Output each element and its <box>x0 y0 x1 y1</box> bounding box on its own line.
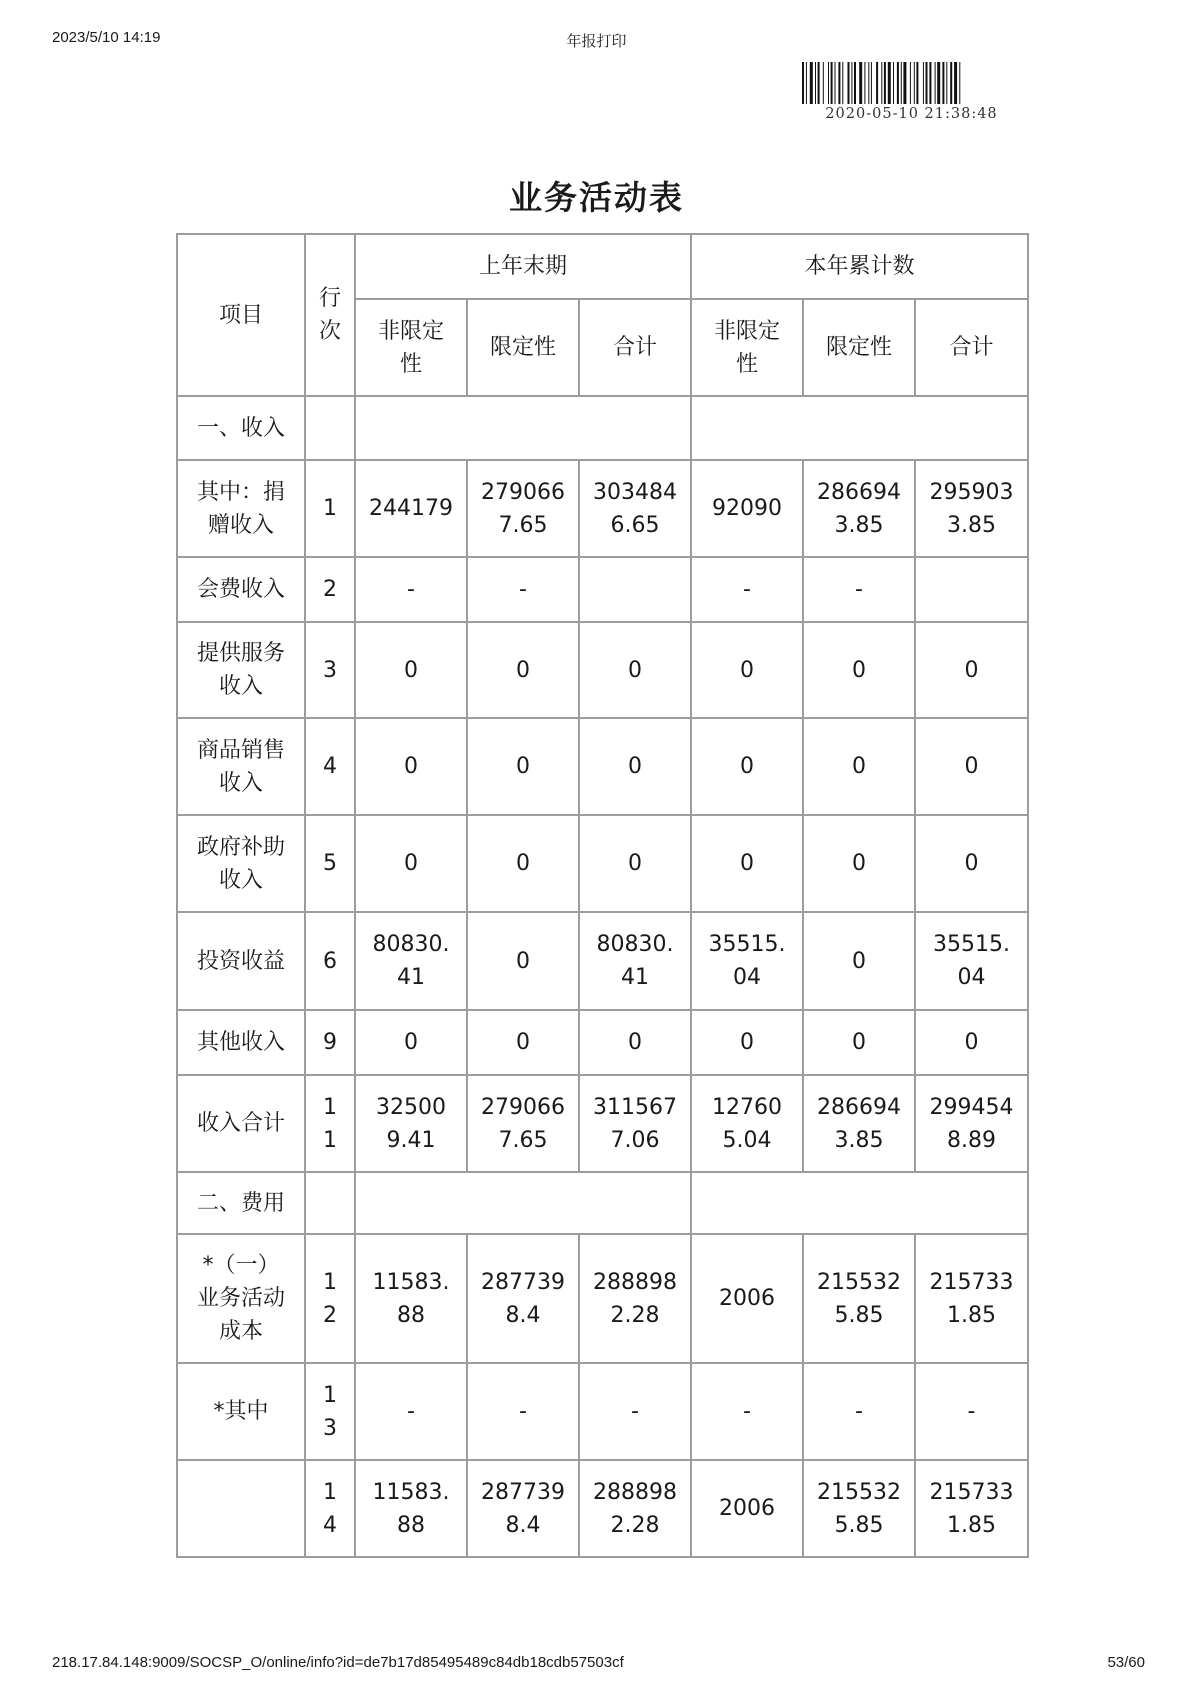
cell-curr-unrestricted: 0 <box>691 718 803 815</box>
barcode-bar <box>876 62 878 104</box>
table-row <box>177 912 1028 1010</box>
cell-curr-total: 2994548.89 <box>915 1075 1028 1172</box>
print-datetime: 2023/5/10 14:19 <box>52 29 161 46</box>
row-number: 4 <box>305 718 355 815</box>
barcode-bar <box>935 62 936 104</box>
cell-prev-restricted: 2877398.4 <box>467 1234 579 1363</box>
barcode-bar <box>838 62 840 104</box>
barcode-bar <box>916 62 918 104</box>
cell-curr-unrestricted: 2006 <box>691 1234 803 1363</box>
barcode-bar <box>946 62 947 104</box>
barcode-bar <box>818 62 820 104</box>
barcode-bar <box>835 62 836 104</box>
row-item-label <box>177 1460 305 1557</box>
cell-curr-restricted: - <box>803 557 915 622</box>
barcode-bar <box>929 62 931 104</box>
cell-curr-unrestricted: - <box>691 1363 803 1460</box>
cell-curr-total: 0 <box>915 718 1028 815</box>
cell-prev-unrestricted: 0 <box>355 718 467 815</box>
row-item-label: 其他收入 <box>177 1010 305 1075</box>
row-number: 12 <box>305 1234 355 1363</box>
barcode-bar <box>806 62 807 104</box>
cell-curr-restricted: 2866943.85 <box>803 1075 915 1172</box>
cell-curr-restricted: 0 <box>803 622 915 718</box>
header-curr-total: 合计 <box>915 299 1028 396</box>
cell-curr-restricted: 2155325.85 <box>803 1234 915 1363</box>
row-number: 1 <box>305 460 355 557</box>
cell-prev-total <box>579 557 691 622</box>
cell-curr-total: 0 <box>915 815 1028 912</box>
cell-prev-total: 80830.41 <box>579 912 691 1010</box>
cell-prev-total: 2888982.28 <box>579 1234 691 1363</box>
header-row-no: 行次 <box>305 234 355 396</box>
header-item: 项目 <box>177 234 305 396</box>
header-prev-unrestricted: 非限定性 <box>355 299 467 396</box>
cell-curr-unrestricted: 2006 <box>691 1460 803 1557</box>
table-row <box>177 622 1028 718</box>
table-row <box>177 1460 1028 1557</box>
table-row <box>177 815 1028 912</box>
page-url: 218.17.84.148:9009/SOCSP_O/online/info?id=de7b17d85495489c84db18cdb57503cf <box>52 1654 624 1671</box>
barcode-bar <box>802 62 804 104</box>
cell-prev-unrestricted: - <box>355 1363 467 1460</box>
cell-prev-restricted: 2790667.65 <box>467 1075 579 1172</box>
barcode-bar <box>954 62 957 104</box>
cell-prev-total: 3115677.06 <box>579 1075 691 1172</box>
table-row <box>177 718 1028 815</box>
row-item-label: 其中：捐赠收入 <box>177 460 305 557</box>
cell-prev-restricted: 0 <box>467 1010 579 1075</box>
row-number: 3 <box>305 622 355 718</box>
barcode-bar <box>903 62 906 104</box>
cell-prev-unrestricted: 0 <box>355 815 467 912</box>
barcode-bar <box>848 62 850 104</box>
cell-prev-total: - <box>579 1363 691 1460</box>
barcode-bar <box>884 62 886 104</box>
print-header-title: 年报打印 <box>566 32 627 50</box>
header-curr-unrestricted: 非限定性 <box>691 299 803 396</box>
header-current-year: 本年累计数 <box>691 234 1028 299</box>
cell-prev-restricted: - <box>467 1363 579 1460</box>
header-prev-total: 合计 <box>579 299 691 396</box>
barcode-bar <box>815 62 816 104</box>
activity-report-table <box>176 233 1029 1558</box>
cell-curr-restricted: 0 <box>803 912 915 1010</box>
table-row <box>177 460 1028 557</box>
section-income-label: 一、收入 <box>177 396 305 460</box>
cell-curr-total: - <box>915 1363 1028 1460</box>
section-income-row <box>177 396 1028 460</box>
barcode-bar <box>864 62 865 104</box>
cell-prev-total: 2888982.28 <box>579 1460 691 1557</box>
section-expense-label: 二、费用 <box>177 1172 305 1234</box>
cell-curr-total: 35515.04 <box>915 912 1028 1010</box>
cell-curr-unrestricted: 0 <box>691 815 803 912</box>
barcode-bar <box>810 62 813 104</box>
cell-prev-restricted: - <box>467 557 579 622</box>
row-item-label: *其中 <box>177 1363 305 1460</box>
barcode-bar <box>959 62 960 104</box>
barcode-bar <box>842 62 843 104</box>
barcode-bar <box>914 62 915 104</box>
barcode-bar <box>897 62 899 104</box>
cell-curr-total: 2959033.85 <box>915 460 1028 557</box>
cell-prev-unrestricted: 0 <box>355 1010 467 1075</box>
barcode-bar <box>923 62 924 104</box>
header-prev-period: 上年末期 <box>355 234 691 299</box>
header-row-groups <box>177 234 1028 299</box>
cell-prev-restricted: 2877398.4 <box>467 1460 579 1557</box>
barcode-bar <box>831 62 833 104</box>
cell-curr-unrestricted: 127605.04 <box>691 1075 803 1172</box>
table-row <box>177 1234 1028 1363</box>
barcode-bar <box>942 62 944 104</box>
document-title: 业务活动表 <box>509 178 684 217</box>
row-item-label: 政府补助收入 <box>177 815 305 912</box>
header-curr-restricted: 限定性 <box>803 299 915 396</box>
cell-curr-unrestricted: 0 <box>691 1010 803 1075</box>
cell-prev-total: 0 <box>579 622 691 718</box>
table-row <box>177 1010 1028 1075</box>
cell-prev-unrestricted: 0 <box>355 622 467 718</box>
barcode-bar <box>823 62 824 104</box>
cell-prev-unrestricted: 11583.88 <box>355 1460 467 1557</box>
cell-curr-restricted: 0 <box>803 815 915 912</box>
cell-prev-restricted: 0 <box>467 622 579 718</box>
barcode-image <box>802 62 1021 104</box>
barcode-bar <box>910 62 911 104</box>
page-number: 53/60 <box>1107 1654 1145 1671</box>
cell-prev-total: 0 <box>579 1010 691 1075</box>
cell-curr-unrestricted: 92090 <box>691 460 803 557</box>
cell-prev-unrestricted: - <box>355 557 467 622</box>
cell-curr-total: 2157331.85 <box>915 1460 1028 1557</box>
row-item-label: 收入合计 <box>177 1075 305 1172</box>
cell-prev-restricted: 2790667.65 <box>467 460 579 557</box>
table-row <box>177 1363 1028 1460</box>
cell-curr-total: 0 <box>915 622 1028 718</box>
row-number: 9 <box>305 1010 355 1075</box>
row-number: 5 <box>305 815 355 912</box>
barcode-bar <box>868 62 869 104</box>
cell-curr-unrestricted: 0 <box>691 622 803 718</box>
cell-curr-unrestricted: - <box>691 557 803 622</box>
barcode-timestamp: 2020-05-10 21:38:48 <box>825 106 998 122</box>
barcode-bar <box>828 62 829 104</box>
cell-prev-total: 3034846.65 <box>579 460 691 557</box>
cell-prev-total: 0 <box>579 815 691 912</box>
row-number: 13 <box>305 1363 355 1460</box>
barcode-bar <box>859 62 862 104</box>
cell-curr-total: 2157331.85 <box>915 1234 1028 1363</box>
barcode-bar <box>871 62 872 104</box>
cell-curr-restricted: 2155325.85 <box>803 1460 915 1557</box>
barcode-bar <box>926 62 928 104</box>
barcode-bar <box>901 62 902 104</box>
cell-curr-restricted: 2866943.85 <box>803 460 915 557</box>
row-number: 6 <box>305 912 355 1010</box>
cell-curr-unrestricted: 35515.04 <box>691 912 803 1010</box>
cell-curr-total: 0 <box>915 1010 1028 1075</box>
cell-curr-total <box>915 557 1028 622</box>
cell-curr-restricted: 0 <box>803 718 915 815</box>
cell-curr-restricted: - <box>803 1363 915 1460</box>
row-number: 2 <box>305 557 355 622</box>
cell-prev-restricted: 0 <box>467 815 579 912</box>
cell-prev-total: 0 <box>579 718 691 815</box>
barcode-bar <box>888 62 891 104</box>
cell-prev-restricted: 0 <box>467 718 579 815</box>
row-number: 14 <box>305 1460 355 1557</box>
row-item-label: 提供服务收入 <box>177 622 305 718</box>
cell-curr-restricted: 0 <box>803 1010 915 1075</box>
barcode-bar <box>893 62 894 104</box>
row-item-label: 商品销售收入 <box>177 718 305 815</box>
table-row <box>177 557 1028 622</box>
barcode-bar <box>881 62 882 104</box>
barcode-bar <box>950 62 952 104</box>
section-expense-row <box>177 1172 1028 1234</box>
barcode-bar <box>854 62 856 104</box>
row-item-label: 会费收入 <box>177 557 305 622</box>
cell-prev-unrestricted: 80830.41 <box>355 912 467 1010</box>
row-item-label: *（一）业务活动成本 <box>177 1234 305 1363</box>
row-number: 11 <box>305 1075 355 1172</box>
row-item-label: 投资收益 <box>177 912 305 1010</box>
barcode-bar <box>851 62 852 104</box>
cell-prev-unrestricted: 244179 <box>355 460 467 557</box>
cell-prev-restricted: 0 <box>467 912 579 1010</box>
table-row <box>177 1075 1028 1172</box>
header-prev-restricted: 限定性 <box>467 299 579 396</box>
cell-prev-unrestricted: 325009.41 <box>355 1075 467 1172</box>
cell-prev-unrestricted: 11583.88 <box>355 1234 467 1363</box>
barcode-bar <box>937 62 940 104</box>
